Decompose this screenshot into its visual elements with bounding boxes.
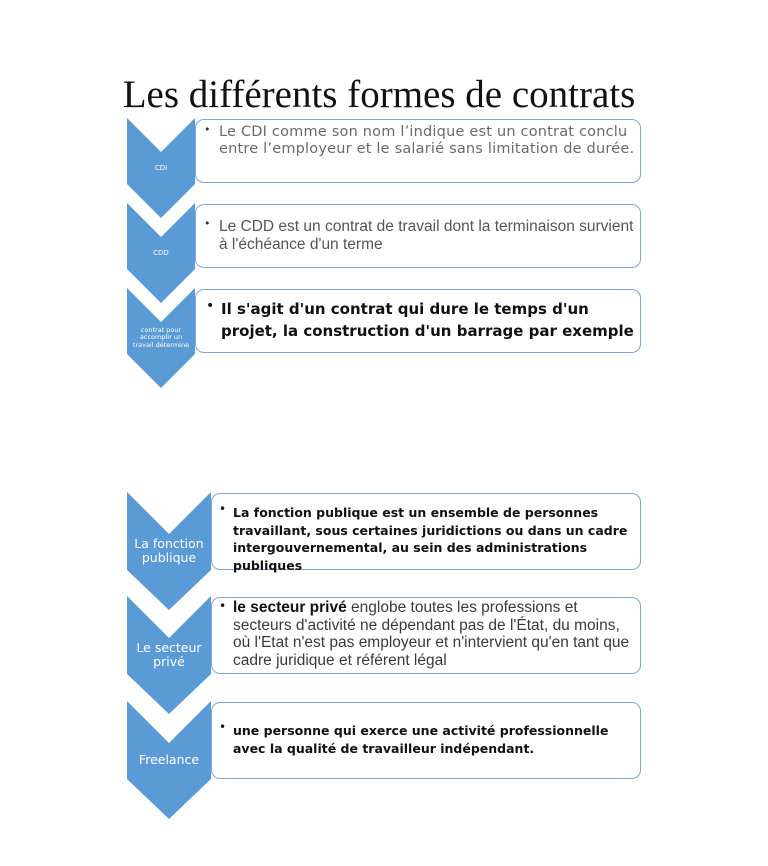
bullet-icon: • xyxy=(219,502,227,516)
description-rest: englobe toutes les professions et secteurs d'activité ne dépendant pas de l'État, du moins, où l'Etat n'est pas employeur et n'intervient qu'en tant que cadre juridique et référent légal xyxy=(233,599,630,669)
page-title: Les différents formes de contrats xyxy=(122,73,636,116)
bullet-icon: • xyxy=(204,217,211,230)
chevron-label: La fonction publique xyxy=(134,535,204,565)
description-text: une personne qui exerce une activité professionnelle avec la qualité de travailleur indépendant. xyxy=(233,723,609,756)
description-text: Le CDI comme son nom l’indique est un contrat conclu entre l’employeur et le salarié sans limitation de durée. xyxy=(219,124,635,157)
chevron-label: contrat pour accomplir un travail détermine xyxy=(132,325,190,349)
chevron-label: Le secteur privé xyxy=(136,639,202,669)
description-text xyxy=(233,599,637,669)
list-item xyxy=(127,596,641,714)
bullet-icon: • xyxy=(206,298,215,314)
chevron-label: CDD xyxy=(153,248,169,257)
list-item xyxy=(127,288,641,388)
list-item xyxy=(127,492,641,610)
chevron-label: CDI xyxy=(154,163,168,172)
description-text: Le CDD est un contrat de travail dont la terminaison survient à l'échéance d'un terme xyxy=(219,218,634,253)
chevron-label: Freelance xyxy=(138,751,200,767)
description-text: Il s'agit d'un contrat qui dure le temps d'un projet, la construction d'un barrage par exemple xyxy=(221,300,634,340)
description-bold: le secteur privé xyxy=(233,599,347,616)
bullet-icon: • xyxy=(204,123,211,136)
bullet-icon: • xyxy=(219,599,227,613)
bullet-icon: • xyxy=(219,720,227,734)
list-item xyxy=(127,701,641,819)
description-text: La fonction publique est un ensemble de personnes travaillant, sous certaines juridictions ou dans un cadre intergouvernemental, au sein des administrations publiques xyxy=(233,505,628,573)
